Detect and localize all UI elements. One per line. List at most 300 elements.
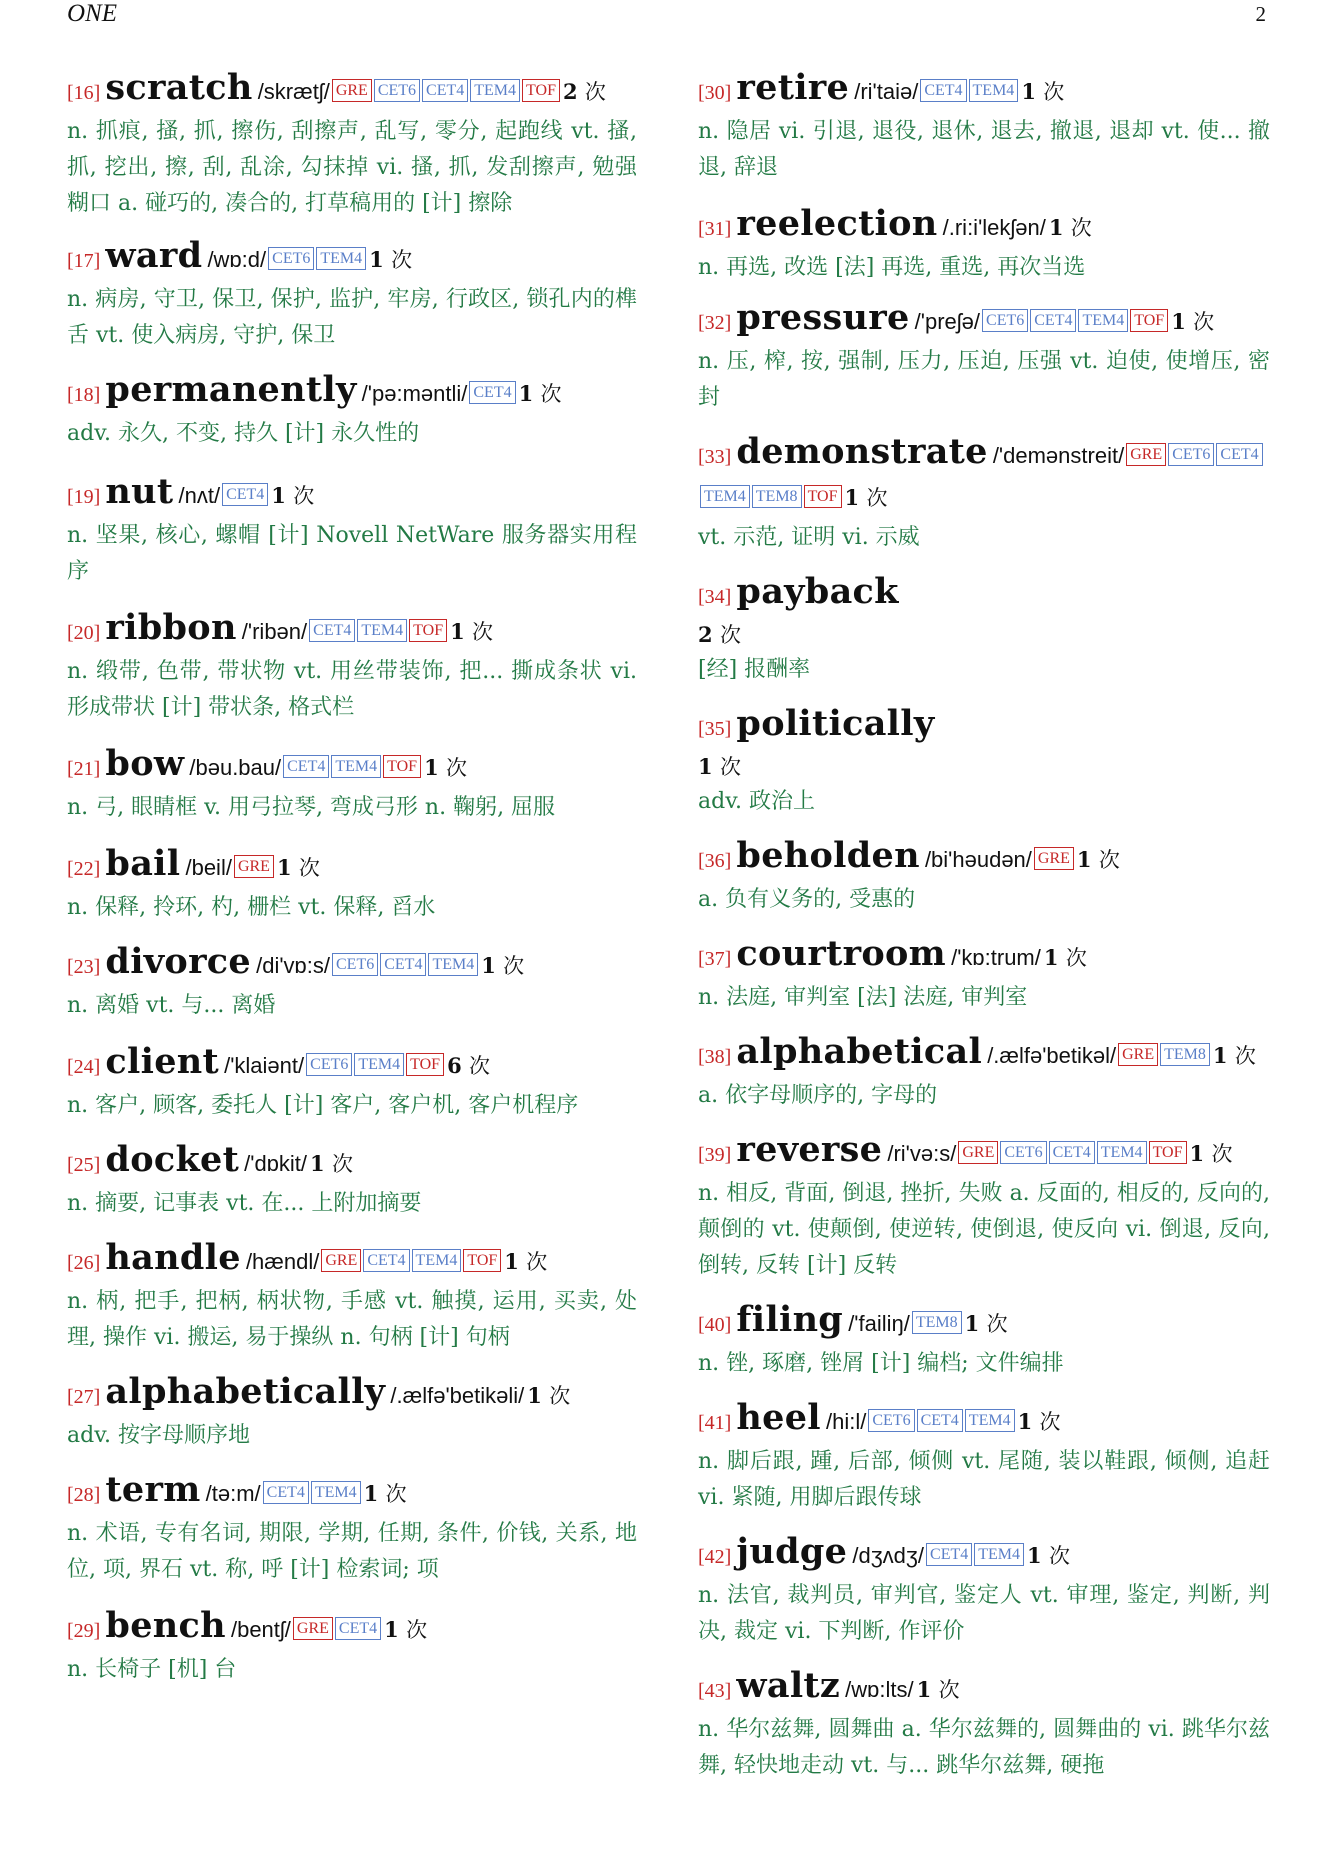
count-value: 1 xyxy=(916,1677,932,1702)
exam-tag-badge: TOF xyxy=(409,619,447,642)
count-unit: 次 xyxy=(986,1312,1008,1336)
word-entry xyxy=(698,68,1270,186)
exam-tag-badge: GRE xyxy=(1126,443,1166,466)
entry-headline xyxy=(67,370,637,416)
headword: bail xyxy=(105,843,181,884)
count-value: 1 xyxy=(844,485,860,510)
definition: n. 法庭, 审判室 [法] 法庭, 审判室 xyxy=(698,985,1028,1010)
exam-tag-badge: CET6 xyxy=(1000,1141,1046,1164)
occurrence-count xyxy=(1077,847,1120,872)
phonetic: /'klaiənt/ xyxy=(224,1053,305,1078)
occurrence-count xyxy=(369,247,412,272)
exam-tag-badge: TEM4 xyxy=(470,79,520,102)
exam-tag-badge: TOF xyxy=(1130,309,1168,332)
word-entry xyxy=(67,1042,637,1124)
count-unit: 次 xyxy=(1070,216,1092,240)
count-unit: 次 xyxy=(406,1618,428,1642)
definition: n. 术语, 专有名词, 期限, 学期, 任期, 条件, 价钱, 关系, 地位, 项, 界石 vt. 称, 呼 [计] 检索词; 项 xyxy=(67,1521,637,1582)
exam-tag-badge: CET6 xyxy=(1168,443,1214,466)
phonetic: /bəu.bau/ xyxy=(189,755,282,780)
exam-tag-badge: GRE xyxy=(321,1249,361,1272)
exam-tag-badge: TEM4 xyxy=(965,1409,1015,1432)
entry-number: [30] xyxy=(698,82,732,104)
definition: a. 负有义务的, 受惠的 xyxy=(698,887,916,912)
count-value: 1 xyxy=(698,754,713,779)
count-unit: 次 xyxy=(385,1482,407,1506)
headword: demonstrate xyxy=(736,431,988,472)
exam-tag-badge: CET4 xyxy=(469,381,515,404)
definition: n. 华尔兹舞, 圆舞曲 a. 华尔兹舞的, 圆舞曲的 vi. 跳华尔兹舞, 轻快地走动 vt. 与... 跳华尔兹舞, 硬拖 xyxy=(698,1717,1270,1778)
phonetic: /.ri:i'lekʃən/ xyxy=(942,215,1046,240)
count-unit: 次 xyxy=(719,623,741,647)
entry-number: [23] xyxy=(67,956,101,978)
entry-number: [16] xyxy=(67,82,101,104)
occurrence-count xyxy=(384,1617,427,1642)
headword: bow xyxy=(105,743,185,784)
phonetic: /skrætʃ/ xyxy=(257,79,330,104)
count-unit: 次 xyxy=(472,620,494,644)
count-value: 1 xyxy=(1021,79,1036,104)
phonetic: /'kɒ:trum/ xyxy=(951,945,1041,970)
definition: n. 再选, 改选 [法] 再选, 重选, 再次当选 xyxy=(698,255,1086,280)
entry-headline xyxy=(698,572,1270,618)
count-unit: 次 xyxy=(938,1678,960,1702)
phonetic: /'dɒkit/ xyxy=(244,1151,308,1176)
entry-number: [38] xyxy=(698,1046,732,1068)
word-entry xyxy=(698,1532,1270,1650)
entry-number: [21] xyxy=(67,758,101,780)
entry-headline xyxy=(67,844,637,890)
count-value: 1 xyxy=(1212,1043,1228,1068)
headword: alphabetically xyxy=(105,1371,386,1412)
entry-headline xyxy=(698,934,1270,980)
count-unit: 次 xyxy=(584,80,606,104)
exam-tag-badge: CET6 xyxy=(982,309,1028,332)
occurrence-count xyxy=(527,1383,570,1408)
entry-headline xyxy=(67,942,637,988)
exam-tag-badge: TEM4 xyxy=(331,755,381,778)
exam-tag-badge: CET4 xyxy=(1030,309,1076,332)
phonetic: /beil/ xyxy=(185,855,232,880)
headword: ribbon xyxy=(105,607,237,648)
entry-number: [18] xyxy=(67,384,101,406)
headword: heel xyxy=(736,1397,821,1438)
entry-headline xyxy=(67,68,637,114)
definition: n. 客户, 顾客, 委托人 [计] 客户, 客户机, 客户机程序 xyxy=(67,1093,579,1118)
phonetic: /.ælfə'betikəli/ xyxy=(390,1383,525,1408)
count-value: 1 xyxy=(481,953,496,978)
exam-tag-badge: TEM4 xyxy=(700,485,750,508)
entry-headline xyxy=(698,704,1270,750)
entry-number: [35] xyxy=(698,718,732,740)
entry-number: [24] xyxy=(67,1056,101,1078)
word-entry xyxy=(698,704,1270,820)
headword: payback xyxy=(736,571,899,612)
exam-tag-badge: CET4 xyxy=(222,483,268,506)
count-unit: 次 xyxy=(446,756,467,780)
entry-number: [39] xyxy=(698,1144,732,1166)
entry-number: [40] xyxy=(698,1314,732,1336)
exam-tag-badge: CET4 xyxy=(263,1481,309,1504)
page-header-title: ONE xyxy=(67,0,117,27)
definition: a. 依字母顺序的, 字母的 xyxy=(698,1083,938,1108)
entry-headline xyxy=(698,1532,1270,1578)
definition: n. 缎带, 色带, 带状物 vt. 用丝带装饰, 把... 撕成条状 vi. 形成带状 [计] 带状条, 格式栏 xyxy=(67,659,637,720)
headword: filing xyxy=(736,1299,844,1340)
phonetic: /ri'və:s/ xyxy=(887,1141,957,1166)
phonetic: /'demənstreit/ xyxy=(992,443,1125,468)
count-unit: 次 xyxy=(293,484,315,508)
phonetic: /dʒʌdʒ/ xyxy=(852,1543,925,1568)
headword: pressure xyxy=(736,297,910,338)
count-unit: 次 xyxy=(1048,1544,1070,1568)
occurrence-count xyxy=(917,1677,960,1702)
headword: scratch xyxy=(105,67,253,108)
count-line xyxy=(698,750,1270,784)
occurrence-count xyxy=(1049,215,1092,240)
entry-number: [42] xyxy=(698,1546,732,1568)
occurrence-count xyxy=(1027,1543,1070,1568)
exam-tag-badge: CET4 xyxy=(335,1617,381,1640)
entry-number: [25] xyxy=(67,1154,101,1176)
count-value: 2 xyxy=(562,79,578,104)
definition: n. 弓, 眼睛框 v. 用弓拉琴, 弯成弓形 n. 鞠躬, 屈服 xyxy=(67,795,556,820)
count-unit: 次 xyxy=(1193,310,1215,334)
exam-tag-badge: TEM8 xyxy=(912,1311,962,1334)
exam-tag-badge: CET6 xyxy=(868,1409,914,1432)
count-unit: 次 xyxy=(719,755,741,779)
entry-headline xyxy=(67,1470,637,1516)
exam-tag-badge: CET4 xyxy=(926,1543,972,1566)
entry-number: [17] xyxy=(67,250,101,272)
definition: n. 长椅子 [机] 台 xyxy=(67,1657,237,1682)
entry-headline xyxy=(67,1372,637,1418)
entry-headline xyxy=(698,836,1270,882)
entry-headline xyxy=(698,68,1270,114)
phonetic: /ri'taiə/ xyxy=(854,79,919,104)
exam-tag-badge: CET6 xyxy=(268,247,314,270)
phonetic: /wɒ:lts/ xyxy=(845,1677,914,1702)
entry-number: [20] xyxy=(67,622,101,644)
exam-tag-badge: TEM4 xyxy=(412,1249,462,1272)
entry-headline xyxy=(67,1606,637,1652)
word-entry xyxy=(698,1398,1270,1516)
count-value: 1 xyxy=(363,1481,379,1506)
definition: n. 保释, 拎环, 杓, 栅栏 vt. 保释, 舀水 xyxy=(67,895,436,920)
exam-tag-badge: GRE xyxy=(1118,1043,1158,1066)
definition: n. 坚果, 核心, 螺帽 [计] Novell NetWare 服务器实用程序 xyxy=(67,523,637,584)
count-unit: 次 xyxy=(503,954,525,978)
entry-headline xyxy=(698,298,1270,344)
definition: adv. 政治上 xyxy=(698,789,816,814)
exam-tag-badge: CET6 xyxy=(374,79,420,102)
entry-number: [33] xyxy=(698,446,732,468)
count-unit: 次 xyxy=(1098,848,1120,872)
entry-headline xyxy=(67,608,637,654)
exam-tag-badge: CET4 xyxy=(1216,443,1262,466)
definition: adv. 永久, 不变, 持久 [计] 永久性的 xyxy=(67,421,420,446)
count-unit: 次 xyxy=(1234,1044,1256,1068)
phonetic: /nʌt/ xyxy=(178,483,221,508)
exam-tag-badge: GRE xyxy=(958,1141,998,1164)
headword: term xyxy=(105,1469,201,1510)
word-entry xyxy=(67,472,637,590)
exam-tag-badge: TEM8 xyxy=(752,485,802,508)
phonetic: /'pə:məntli/ xyxy=(361,381,468,406)
exam-tag-badge: CET4 xyxy=(1049,1141,1095,1164)
count-value: 1 xyxy=(276,855,292,880)
definition: n. 隐居 vi. 引退, 退役, 退休, 退去, 撤退, 退却 vt. 使... 撤退, 辞退 xyxy=(698,119,1270,180)
entry-headline xyxy=(698,204,1270,250)
count-value: 1 xyxy=(310,1151,325,1176)
word-entry xyxy=(67,844,637,926)
occurrence-count xyxy=(504,1249,547,1274)
occurrence-count xyxy=(1213,1043,1256,1068)
entry-number: [36] xyxy=(698,850,732,872)
count-unit: 次 xyxy=(298,856,320,880)
exam-tag-badge: TOF xyxy=(522,79,560,102)
phonetic: /bentʃ/ xyxy=(230,1617,291,1642)
headword: reelection xyxy=(736,203,938,244)
definition: n. 摘要, 记事表 vt. 在... 上附加摘要 xyxy=(67,1191,422,1216)
entry-headline xyxy=(67,744,637,790)
word-entry xyxy=(698,1300,1270,1382)
occurrence-count xyxy=(519,381,562,406)
definition: vt. 示范, 证明 vi. 示威 xyxy=(698,525,920,550)
count-value: 1 xyxy=(450,619,465,644)
word-entry xyxy=(67,370,637,452)
exam-tag-badge: CET6 xyxy=(332,953,378,976)
phonetic: /'ribən/ xyxy=(241,619,308,644)
count-value: 1 xyxy=(1017,1409,1033,1434)
count-unit: 次 xyxy=(540,382,562,406)
entry-headline xyxy=(67,1140,637,1186)
count-value: 2 xyxy=(698,622,713,647)
exam-tag-badge: CET4 xyxy=(380,953,426,976)
word-entry xyxy=(67,1606,637,1688)
count-value: 1 xyxy=(424,755,439,780)
headword: courtroom xyxy=(736,933,946,974)
phonetic: /'failiŋ/ xyxy=(848,1311,910,1336)
definition: n. 柄, 把手, 把柄, 柄状物, 手感 vt. 触摸, 运用, 买卖, 处理, 操作 vi. 搬运, 易于操纵 n. 句柄 [计] 句柄 xyxy=(67,1289,637,1350)
definition: n. 相反, 背面, 倒退, 挫折, 失败 a. 反面的, 相反的, 反向的, 颠倒的 vt. 使颠倒, 使逆转, 使倒退, 使反向 vi. 倒退, 反向, 倒转, 反转 [计] 反转 xyxy=(698,1181,1270,1278)
occurrence-count xyxy=(447,1053,490,1078)
occurrence-count xyxy=(424,755,467,780)
occurrence-count xyxy=(698,754,741,779)
count-unit: 次 xyxy=(469,1054,491,1078)
phonetic: /hi:l/ xyxy=(826,1409,867,1434)
occurrence-count xyxy=(845,485,888,510)
headword: client xyxy=(105,1041,220,1082)
phonetic: /'preʃə/ xyxy=(914,309,981,334)
headword: nut xyxy=(105,471,174,512)
exam-tag-badge: GRE xyxy=(293,1617,333,1640)
word-entry xyxy=(698,298,1270,416)
headword: handle xyxy=(105,1237,241,1278)
count-value: 1 xyxy=(1076,847,1092,872)
occurrence-count xyxy=(1044,945,1087,970)
word-entry xyxy=(698,836,1270,918)
headword: judge xyxy=(736,1531,848,1572)
definition: [经] 报酬率 xyxy=(698,657,811,682)
exam-tag-badge: TEM4 xyxy=(354,1053,404,1076)
headword: bench xyxy=(105,1605,226,1646)
headword: reverse xyxy=(736,1129,883,1170)
occurrence-count xyxy=(364,1481,407,1506)
exam-tag-badge: CET4 xyxy=(363,1249,409,1272)
entry-number: [29] xyxy=(67,1620,101,1642)
headword: politically xyxy=(736,703,935,744)
occurrence-count xyxy=(1021,79,1064,104)
word-entry xyxy=(698,204,1270,286)
exam-tag-badge: CET4 xyxy=(309,619,355,642)
count-unit: 次 xyxy=(1211,1142,1233,1166)
occurrence-count xyxy=(277,855,320,880)
word-entry xyxy=(698,934,1270,1016)
occurrence-count xyxy=(1171,309,1214,334)
phonetic: /tə:m/ xyxy=(205,1481,261,1506)
word-entry xyxy=(67,236,637,354)
entry-number: [27] xyxy=(67,1386,101,1408)
exam-tag-badge: TOF xyxy=(1149,1141,1187,1164)
exam-tag-badge: CET4 xyxy=(920,79,966,102)
entry-headline xyxy=(67,1042,637,1088)
word-entry xyxy=(67,1470,637,1588)
entry-number: [31] xyxy=(698,218,732,240)
entry-headline xyxy=(67,236,637,282)
occurrence-count xyxy=(310,1151,353,1176)
entry-number: [26] xyxy=(67,1252,101,1274)
headword: waltz xyxy=(736,1665,841,1706)
word-entry xyxy=(67,608,637,726)
phonetic: /hændl/ xyxy=(245,1249,320,1274)
count-unit: 次 xyxy=(1039,1410,1061,1434)
entry-number: [34] xyxy=(698,586,732,608)
headword: retire xyxy=(736,67,850,108)
entry-headline xyxy=(698,1666,1270,1712)
exam-tag-badge: TEM4 xyxy=(1078,309,1128,332)
entry-headline xyxy=(698,1130,1270,1176)
page-number: 2 xyxy=(1255,2,1266,26)
word-entry xyxy=(698,1130,1270,1284)
count-value: 1 xyxy=(527,1383,542,1408)
right-column xyxy=(698,68,1270,1784)
count-value: 1 xyxy=(964,1311,980,1336)
entry-headline xyxy=(698,1300,1270,1346)
word-entry xyxy=(698,1666,1270,1784)
definition: adv. 按字母顺序地 xyxy=(67,1423,251,1448)
left-column xyxy=(67,68,637,1688)
exam-tag-badge: TOF xyxy=(463,1249,501,1272)
occurrence-count xyxy=(1018,1409,1061,1434)
entry-headline xyxy=(698,1398,1270,1444)
entry-number: [19] xyxy=(67,486,101,508)
entry-headline xyxy=(698,1032,1270,1078)
word-entry xyxy=(67,68,637,222)
occurrence-count xyxy=(450,619,493,644)
count-unit: 次 xyxy=(331,1152,353,1176)
count-value: 6 xyxy=(447,1053,462,1078)
count-value: 1 xyxy=(518,381,534,406)
count-value: 1 xyxy=(1048,215,1064,240)
definition: n. 脚后跟, 踵, 后部, 倾侧 vt. 尾随, 装以鞋跟, 倾侧, 追赶 vi. 紧随, 用脚后跟传球 xyxy=(698,1449,1270,1510)
phonetic: /di'vɒ:s/ xyxy=(256,953,330,978)
phonetic: /bi'həudən/ xyxy=(924,847,1032,872)
word-entry xyxy=(67,1372,637,1454)
word-entry xyxy=(698,1032,1270,1114)
entry-headline xyxy=(67,1238,637,1284)
exam-tag-badge: TEM4 xyxy=(357,619,407,642)
occurrence-count xyxy=(698,622,741,647)
entry-number: [22] xyxy=(67,858,101,880)
count-unit: 次 xyxy=(1065,946,1087,970)
word-entry xyxy=(67,1140,637,1222)
headword: alphabetical xyxy=(736,1031,983,1072)
count-line xyxy=(698,618,1270,652)
count-unit: 次 xyxy=(549,1384,571,1408)
phonetic: /.ælfə'betikəl/ xyxy=(987,1043,1117,1068)
exam-tag-badge: CET4 xyxy=(917,1409,963,1432)
entry-headline xyxy=(698,432,1270,520)
exam-tag-badge: TEM8 xyxy=(1160,1043,1210,1066)
entry-number: [43] xyxy=(698,1680,732,1702)
exam-tag-badge: CET4 xyxy=(283,755,329,778)
exam-tag-badge: GRE xyxy=(234,855,274,878)
exam-tag-badge: TEM4 xyxy=(428,953,478,976)
entry-number: [32] xyxy=(698,312,732,334)
occurrence-count xyxy=(563,79,606,104)
definition: n. 压, 榨, 按, 强制, 压力, 压迫, 压强 vt. 迫使, 使增压, 密封 xyxy=(698,349,1270,410)
occurrence-count xyxy=(481,953,524,978)
word-entry xyxy=(698,572,1270,688)
definition: n. 抓痕, 搔, 抓, 擦伤, 刮擦声, 乱写, 零分, 起跑线 vt. 搔, 抓, 挖出, 擦, 刮, 乱涂, 勾抹掉 vi. 搔, 抓, 发刮擦声, 勉强糊口 a. 碰巧的, 凑合的, 打草稿用的 [计] 擦除 xyxy=(67,119,637,216)
exam-tag-badge: TOF xyxy=(406,1053,444,1076)
exam-tag-badge: TEM4 xyxy=(969,79,1019,102)
definition: n. 锉, 琢磨, 锉屑 [计] 编档; 文件编排 xyxy=(698,1351,1064,1376)
exam-tag-badge: GRE xyxy=(332,79,372,102)
word-entry xyxy=(67,942,637,1024)
count-unit: 次 xyxy=(1043,80,1065,104)
count-value: 1 xyxy=(1171,309,1186,334)
count-value: 1 xyxy=(369,247,384,272)
count-value: 1 xyxy=(1043,945,1059,970)
entry-number: [41] xyxy=(698,1412,732,1434)
count-value: 1 xyxy=(384,1617,399,1642)
definition: n. 离婚 vt. 与... 离婚 xyxy=(67,993,276,1018)
exam-tag-badge: TOF xyxy=(804,485,842,508)
count-value: 1 xyxy=(504,1249,519,1274)
occurrence-count xyxy=(1190,1141,1233,1166)
exam-tag-badge: TEM4 xyxy=(974,1543,1024,1566)
count-unit: 次 xyxy=(526,1250,548,1274)
headword: divorce xyxy=(105,941,251,982)
exam-tag-badge: TEM4 xyxy=(1097,1141,1147,1164)
headword: docket xyxy=(105,1139,240,1180)
word-entry xyxy=(698,432,1270,556)
exam-tag-badge: TEM4 xyxy=(311,1481,361,1504)
phonetic: /wɒ:d/ xyxy=(207,247,267,272)
occurrence-count xyxy=(965,1311,1008,1336)
count-value: 1 xyxy=(1189,1141,1205,1166)
count-value: 1 xyxy=(1027,1543,1042,1568)
count-unit: 次 xyxy=(391,248,413,272)
exam-tag-badge: TOF xyxy=(383,755,421,778)
entry-number: [37] xyxy=(698,948,732,970)
definition: n. 病房, 守卫, 保卫, 保护, 监护, 牢房, 行政区, 锁孔内的榫舌 vt. 使入病房, 守护, 保卫 xyxy=(67,287,637,348)
headword: beholden xyxy=(736,835,920,876)
exam-tag-badge: CET4 xyxy=(422,79,468,102)
entry-headline xyxy=(67,472,637,518)
